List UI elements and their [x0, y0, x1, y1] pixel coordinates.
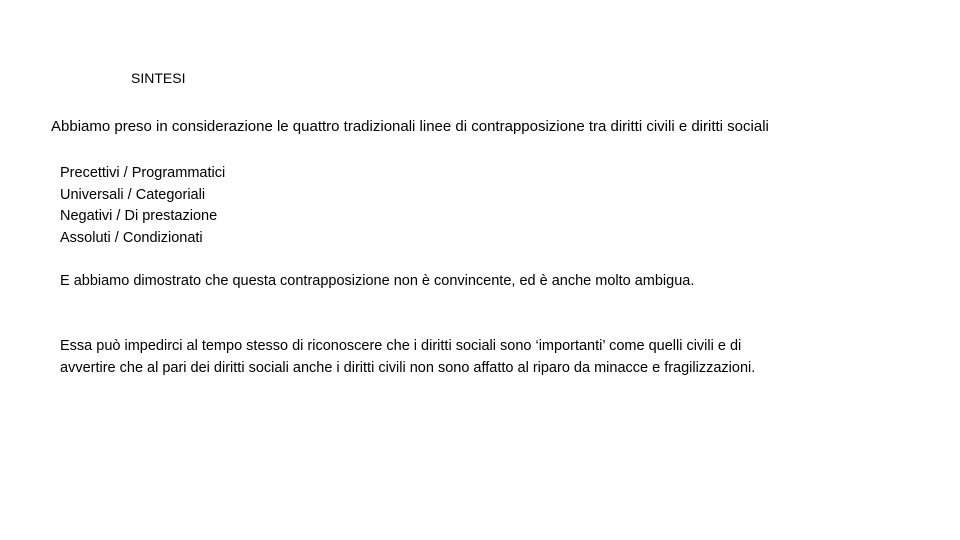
dichotomy-list: [60, 163, 225, 249]
paragraph-conclusion: E abbiamo dimostrato che questa contrapposizione non è convincente, ed è anche molto ambigua.: [60, 273, 695, 289]
intro-text: Abbiamo preso in considerazione le quattro tradizionali linee di contrapposizione tra diritti civili e diritti sociali: [51, 118, 769, 135]
dichotomy-item-assoluti: Assoluti / Condizionati: [60, 229, 203, 246]
dichotomy-item-precettivi: Precettivi / Programmatici: [60, 165, 226, 181]
dichotomy-item-universali: Universali / Categoriali: [60, 186, 206, 203]
paragraph-consequence: Essa può impedirci al tempo stesso di riconoscere che i diritti sociali sono ‘importanti’ come quelli civili e di avvertire che al pari dei diritti sociali anche i diritti civili non sono affatto al riparo da minacce e fragilizzazioni.: [60, 338, 756, 376]
slide-title: SINTESI: [131, 70, 186, 86]
dichotomy-item-negativi: Negativi / Di prestazione: [60, 208, 218, 224]
